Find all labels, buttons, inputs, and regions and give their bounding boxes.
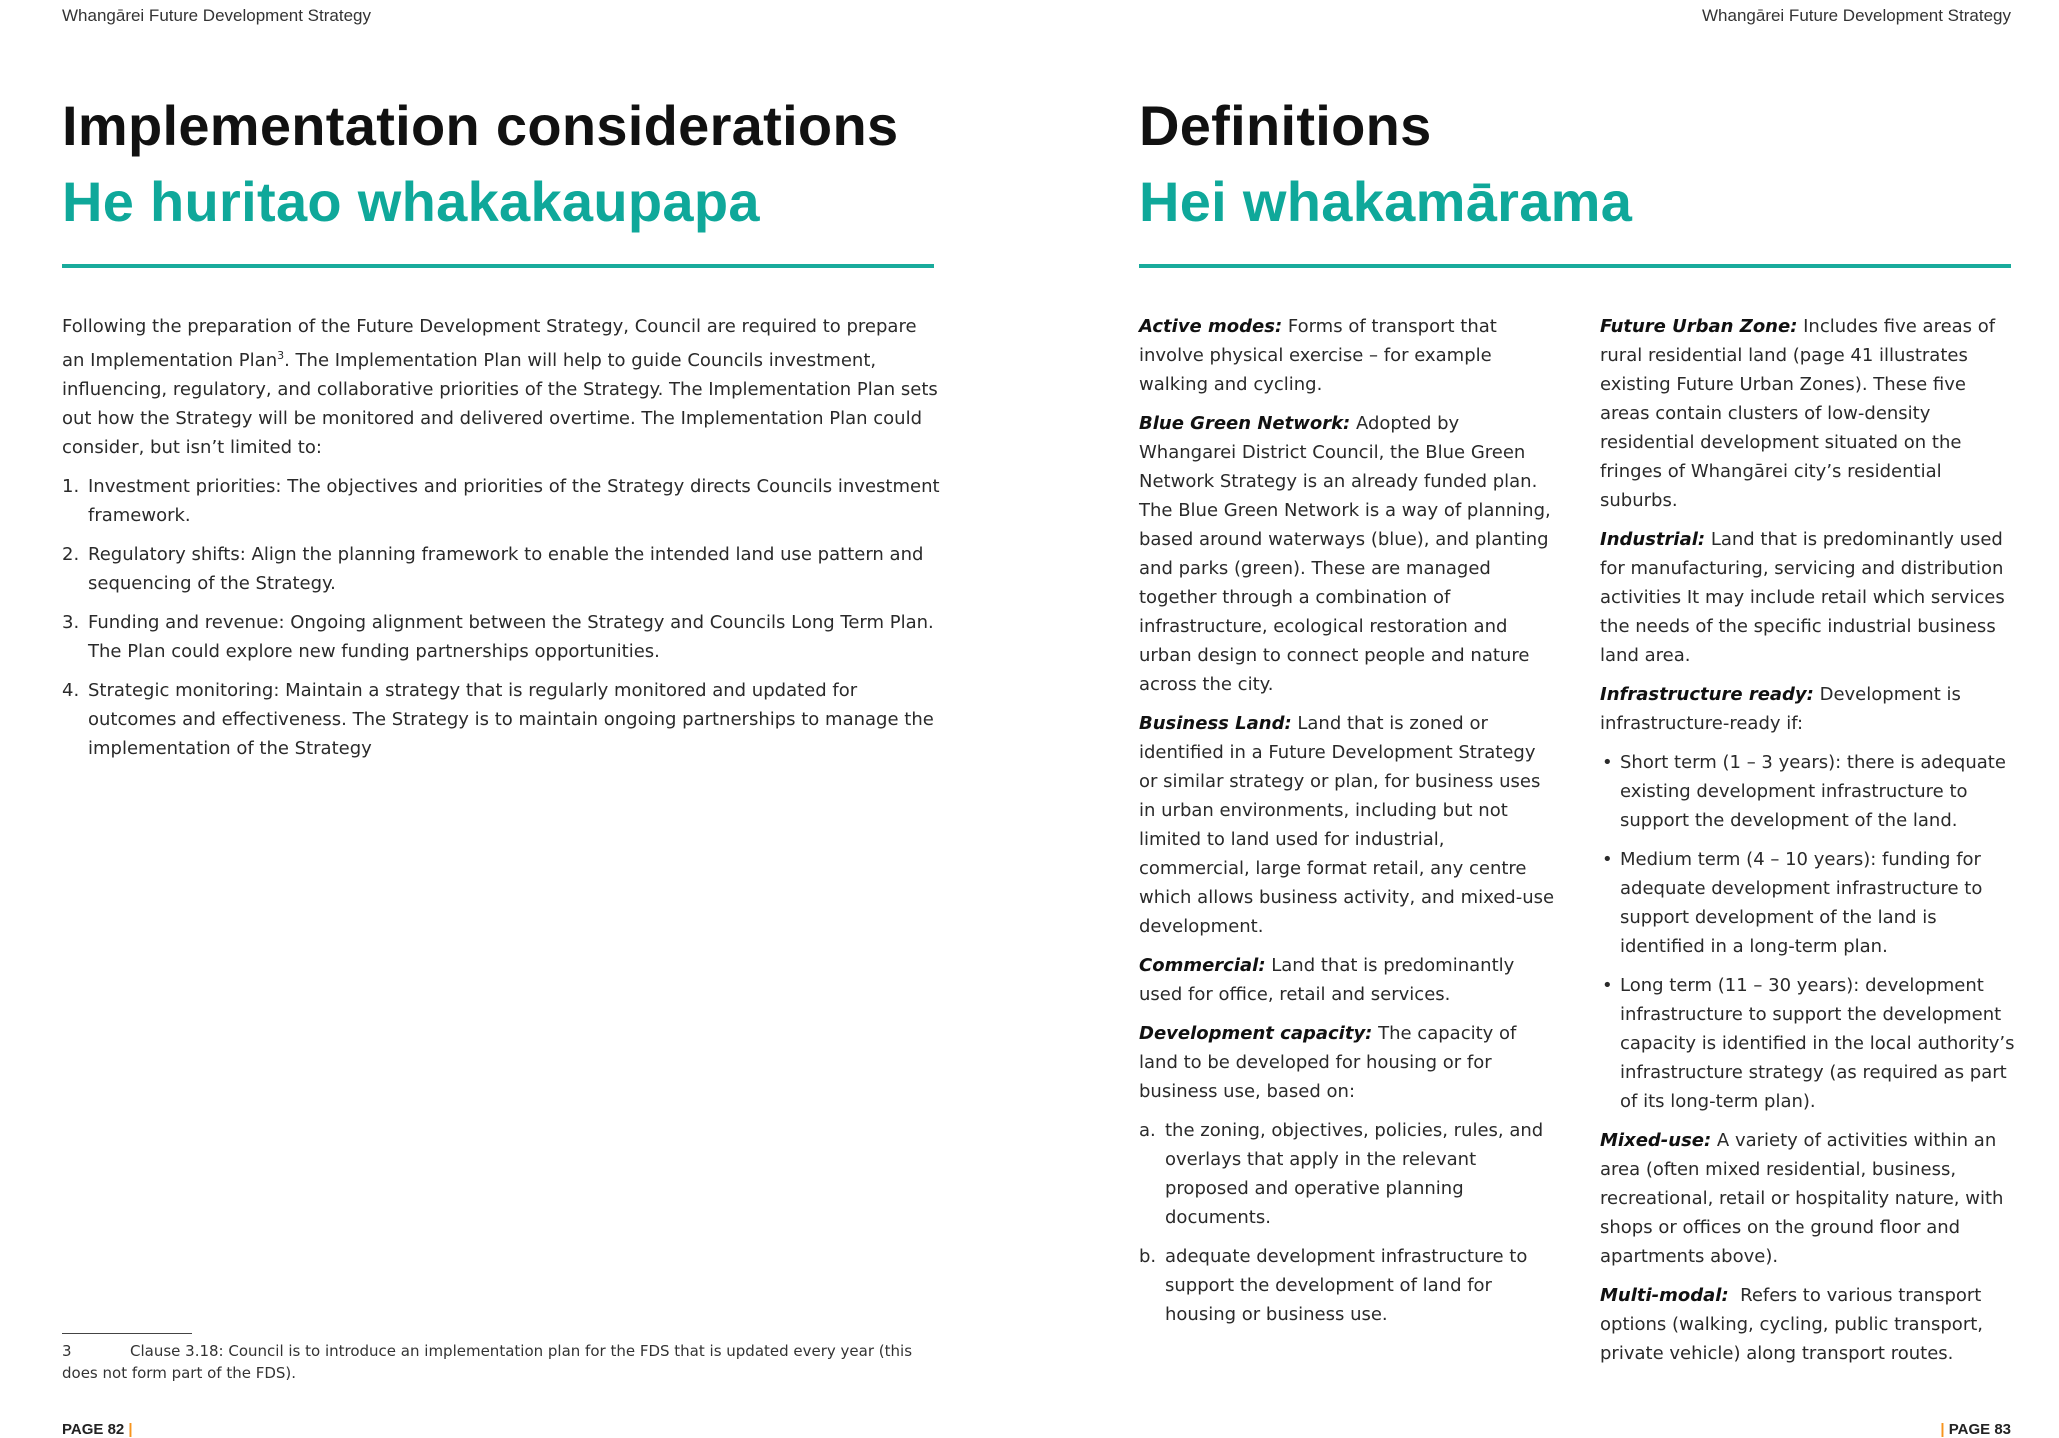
page-title: Implementation considerations: [62, 94, 899, 157]
definitions-column-2: [1600, 312, 2018, 1378]
definition-mixed-use: Mixed-use: A variety of activities within an area (often mixed residential, business, recreational, retail or hospitality nature, with shops or offices on the ground floor and apartments above).: [1600, 1130, 2004, 1267]
running-header-left: Whangārei Future Development Strategy: [62, 6, 371, 25]
definition-business-land: Business Land: Land that is zoned or identified in a Future Development Strategy or similar strategy or plan, for business uses in urban environments, including but not limited to land used for industrial, commercial, large format retail, any centre which allows business activity, and mixed-use development.: [1139, 713, 1555, 937]
definition-active-modes: Active modes: Forms of transport that involve physical exercise – for example walking and cycling.: [1139, 316, 1497, 395]
infrastructure-ready-list: [1600, 748, 2018, 1116]
intro-paragraph: Following the preparation of the Future Development Strategy, Council are required to prepare an Implementation Plan$^3$. The Implementation Plan will help to guide Councils investment, influencing, regulatory, and collaborative priorities of the Strategy. The Implementation Plan sets out how the Strategy will be monitored and delivered overtime. The Implementation Plan could consider, but isn’t limited to:: [62, 316, 938, 458]
list-item: • Long term (11 – 30 years): development infrastructure to support the development capacity is identified in the local authority’s infrastructure strategy (as required as part of its long-term plan).: [1602, 975, 2015, 1112]
definitions-divider: [1139, 264, 2011, 268]
definition-multi-modal: Multi-modal: Refers to various transport options (walking, cycling, public transport, private vehicle) along transport routes.: [1600, 1285, 1989, 1364]
page-bar: |: [1940, 1421, 1945, 1438]
definition-commercial: Commercial: Land that is predominantly used for office, retail and services.: [1139, 955, 1515, 1005]
left-body: [62, 312, 942, 773]
list-item: 3. Funding and revenue: Ongoing alignment between the Strategy and Councils Long Term Plan. The Plan could explore new funding partnerships opportunities.: [62, 612, 934, 662]
list-item: • Medium term (4 – 10 years): funding for adequate development infrastructure to support development of the land is identified in a long-term plan.: [1602, 849, 1983, 957]
page-number-left: PAGE 82 |: [62, 1421, 133, 1438]
definitions-column-1: [1139, 312, 1559, 1339]
definition-infrastructure-ready: Infrastructure ready: Development is infrastructure-ready if:: [1600, 684, 1961, 734]
definitions-title: Definitions: [1139, 94, 1432, 157]
definitions-title-maori: Hei whakamārama: [1139, 170, 1633, 233]
list-item: 4. Strategic monitoring: Maintain a strategy that is regularly monitored and updated for outcomes and effectiveness. The Strategy is to maintain ongoing partnerships to manage the implementation of the Strategy: [62, 680, 934, 759]
footnote-divider: [62, 1333, 192, 1334]
definition-industrial: Industrial: Land that is predominantly used for manufacturing, servicing and distribution activities It may include retail which services the needs of the specific industrial business land area.: [1600, 529, 2005, 666]
list-item: 2. Regulatory shifts: Align the planning framework to enable the intended land use pattern and sequencing of the Strategy.: [62, 544, 924, 594]
footnote-text: Clause 3.18: Council is to introduce an implementation plan for the FDS that is updated every year (this does not form part of the FDS).: [62, 1342, 913, 1382]
page-title-maori: He huritao whakakaupapa: [62, 170, 760, 233]
running-header-right: Whangārei Future Development Strategy: [1702, 6, 2011, 25]
title-divider: [62, 264, 934, 268]
footnote-number: 3: [62, 1342, 72, 1360]
definition-blue-green-network: Blue Green Network: Adopted by Whangarei District Council, the Blue Green Network Strategy is an already funded plan. The Blue Green Network is a way of planning, based around waterways (blue), and planting and parks (green). These are managed together through a combination of infrastructure, ecological restoration and urban design to connect people and nature across the city.: [1139, 413, 1551, 695]
footnote-ref[interactable]: 3: [277, 349, 285, 362]
footnote: [62, 1340, 942, 1384]
list-item: 1. Investment priorities: The objectives and priorities of the Strategy directs Councils investment framework.: [62, 476, 940, 526]
definition-development-capacity: Development capacity: The capacity of land to be developed for housing or for business use, based on:: [1139, 1023, 1517, 1102]
list-item: b. adequate development infrastructure to support the development of land for housing or business use.: [1139, 1246, 1528, 1325]
implementation-list: [62, 472, 942, 763]
page-number-right: | PAGE 83: [1940, 1421, 2011, 1438]
list-item: • Short term (1 – 3 years): there is adequate existing development infrastructure to support the development of the land.: [1602, 752, 2006, 831]
development-capacity-list: [1139, 1116, 1559, 1329]
definition-future-urban-zone: Future Urban Zone: Includes five areas of rural residential land (page 41 illustrates existing Future Urban Zones). These five areas contain clusters of low-density residential development situated on the fringes of Whangārei city’s residential suburbs.: [1600, 316, 1996, 511]
list-item: a. the zoning, objectives, policies, rules, and overlays that apply in the relevant proposed and operative planning documents.: [1139, 1120, 1544, 1228]
page-bar: |: [128, 1421, 133, 1438]
